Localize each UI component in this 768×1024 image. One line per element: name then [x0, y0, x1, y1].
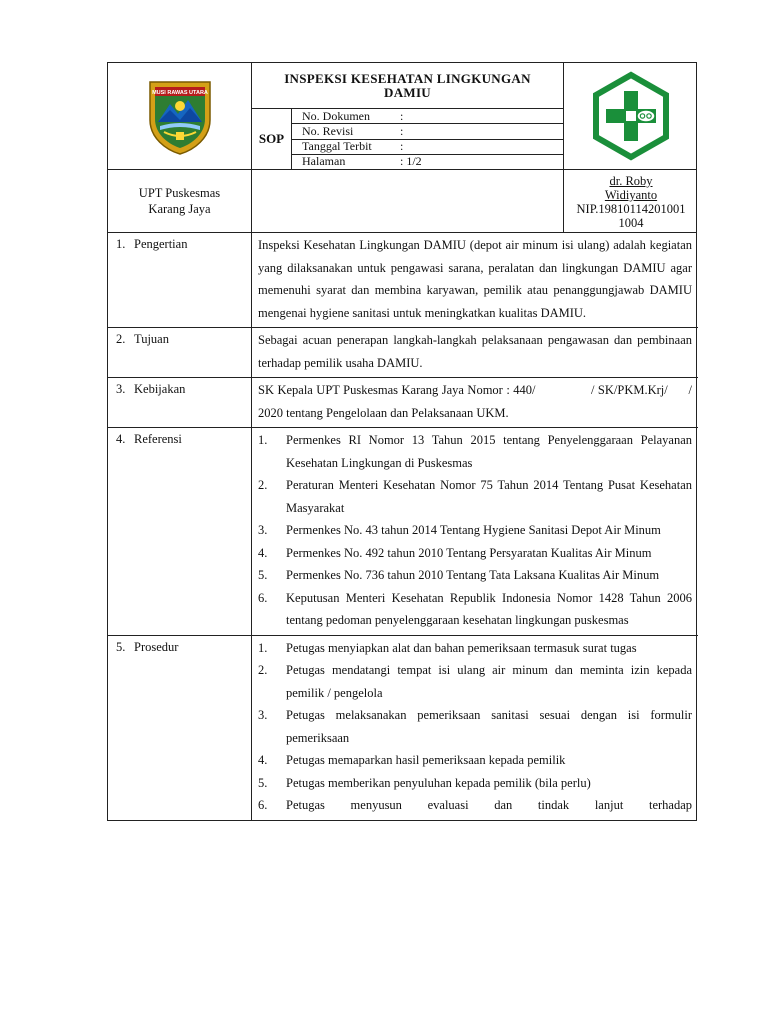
meta-row-halaman [292, 155, 563, 169]
section-title: Referensi [134, 432, 182, 446]
list-text: Petugas memaparkan hasil pemeriksaan kepada pemilik [286, 753, 566, 767]
list-text: Petugas mendatangi tempat isi ulang air minum dan meminta izin kepada pemilik / pengelola [286, 663, 692, 700]
section-title: Prosedur [134, 639, 179, 654]
org-line-1: UPT Puskesmas [138, 186, 221, 200]
list-number: 1. [258, 640, 268, 655]
list-text: Petugas menyiapkan alat dan bahan pemeriksaan termasuk surat tugas [286, 640, 637, 655]
sop-label: SOP [252, 109, 292, 169]
section-label-kebijakan [108, 378, 252, 428]
prosedur-list [258, 637, 692, 817]
list-text: Permenkes RI Nomor 13 Tahun 2015 tentang Penyelenggaraan Pelayanan Kesehatan Lingkungan di Puskesmas [286, 433, 692, 470]
doctor-nip-2: 1004 [618, 216, 644, 230]
list-number: 3. [258, 523, 268, 537]
title-cell [252, 63, 564, 169]
list-text: Permenkes No. 492 tahun 2010 Tentang Persyaratan Kualitas Air Minum [286, 545, 652, 560]
list-item [258, 794, 692, 817]
list-number: 2. [258, 663, 268, 677]
list-number: 4. [258, 545, 268, 560]
list-number: 2. [258, 478, 268, 492]
section-number: 1. [116, 237, 126, 251]
sop-document [107, 62, 697, 821]
meta-value: : [400, 139, 404, 154]
list-item [258, 637, 692, 660]
sop-header [107, 62, 697, 170]
section-content-prosedur [252, 636, 698, 820]
doctor-nip-1: NIP.19810114201001 [576, 202, 686, 216]
meta-row-revisi [292, 124, 563, 139]
organization-cell [108, 170, 252, 232]
crest-banner-text: MUSI RAWAS UTARA [151, 90, 208, 96]
signatory-cell [564, 170, 698, 232]
section-title: Pengertian [134, 237, 188, 251]
list-text: Peraturan Menteri Kesehatan Nomor 75 Tahun 2014 Tentang Pusat Kesehatan Masyarakat [286, 478, 692, 515]
list-item [258, 659, 692, 704]
section-content-kebijakan: SK Kepala UPT Puskesmas Karang Jaya Nomor : 440/ / SK/PKM.Krj/ / 2020 tentang Pengelolaan dan Pelaksanaan UKM. [252, 378, 698, 428]
list-item [258, 564, 692, 587]
section-content-pengertian: Inspeksi Kesehatan Lingkungan DAMIU (depot air minum isi ulang) adalah kegiatan yang dilaksanakan untuk pengawasi sarana, peralatan dan lingkungan DAMIU agar memenuhi syarat dan membina karyawan, pemilik atau penanggungjawab DAMIU mengenai hygiene sanitasi untuk meningkatkan kualitas DAMIU. [252, 233, 698, 328]
section-label-pengertian [108, 233, 252, 328]
referensi-list [258, 429, 692, 632]
meta-value: : [400, 123, 404, 138]
section-title: Tujuan [134, 332, 169, 346]
list-item [258, 519, 692, 542]
blank-cell [252, 170, 564, 232]
doctor-name-2: Widiyanto [604, 188, 658, 202]
section-number: 4. [116, 432, 126, 446]
list-text: Permenkes No. 43 tahun 2014 Tentang Hygiene Sanitasi Depot Air Minum [286, 523, 661, 537]
list-text: Petugas menyusun evaluasi dan tindak lanjut terhadap [286, 798, 692, 812]
right-logo-cell [564, 63, 698, 169]
section-content-tujuan: Sebagai acuan penerapan langkah-langkah pelaksanaan pengawasan dan pembinaan terhadap pemilik usaha DAMIU. [252, 328, 698, 378]
section-label-prosedur [108, 636, 252, 820]
list-item [258, 772, 692, 795]
list-text: Petugas melaksanakan pemeriksaan sanitasi sesuai dengan isi formulir pemeriksaan [286, 708, 692, 745]
org-line-2: Karang Jaya [148, 202, 211, 216]
section-number: 5. [116, 639, 126, 654]
list-text: Keputusan Menteri Kesehatan Republik Indonesia Nomor 1428 Tahun 2006 tentang pedoman penyelenggaraan kesehatan lingkungan puskesmas [286, 590, 692, 627]
section-content-referensi [252, 428, 698, 636]
section-label-tujuan [108, 328, 252, 378]
meta-key: Halaman [302, 154, 346, 169]
list-item [258, 542, 692, 565]
list-item [258, 429, 692, 474]
meta-row-tanggal [292, 140, 563, 155]
doctor-name-1: dr. Roby [609, 174, 653, 188]
list-text: Permenkes No. 736 tahun 2010 Tentang Tata Laksana Kualitas Air Minum [286, 568, 660, 582]
list-number: 1. [258, 433, 268, 447]
list-item [258, 749, 692, 772]
meta-key: Tanggal Terbit [302, 139, 372, 154]
list-number: 5. [258, 775, 268, 790]
section-number: 3. [116, 382, 126, 396]
list-item [258, 704, 692, 749]
list-number: 3. [258, 708, 268, 722]
list-number: 6. [258, 590, 268, 605]
list-text: Petugas memberikan penyuluhan kepada pemilik (bila perlu) [286, 775, 591, 790]
meta-key: No. Revisi [302, 123, 354, 138]
left-logo-cell [108, 63, 252, 169]
sop-subheader [107, 170, 697, 233]
list-item [258, 587, 692, 632]
document-title: INSPEKSI KESEHATAN LINGKUNGAN DAMIU [252, 63, 563, 109]
regency-crest-icon [146, 76, 214, 156]
section-title: Kebijakan [134, 382, 186, 396]
section-label-referensi [108, 428, 252, 636]
meta-key: No. Dokumen [302, 108, 370, 123]
meta-row-dokumen [292, 109, 563, 124]
sop-body [107, 233, 697, 821]
list-item [258, 474, 692, 519]
list-number: 4. [258, 753, 268, 767]
section-number: 2. [116, 332, 126, 346]
meta-value: : 1/2 [400, 154, 422, 169]
sop-meta-block [252, 109, 563, 169]
meta-value: : [400, 108, 404, 123]
list-number: 5. [258, 568, 268, 582]
list-number: 6. [258, 798, 268, 812]
meta-table [292, 109, 563, 169]
puskesmas-cross-icon [586, 71, 676, 161]
